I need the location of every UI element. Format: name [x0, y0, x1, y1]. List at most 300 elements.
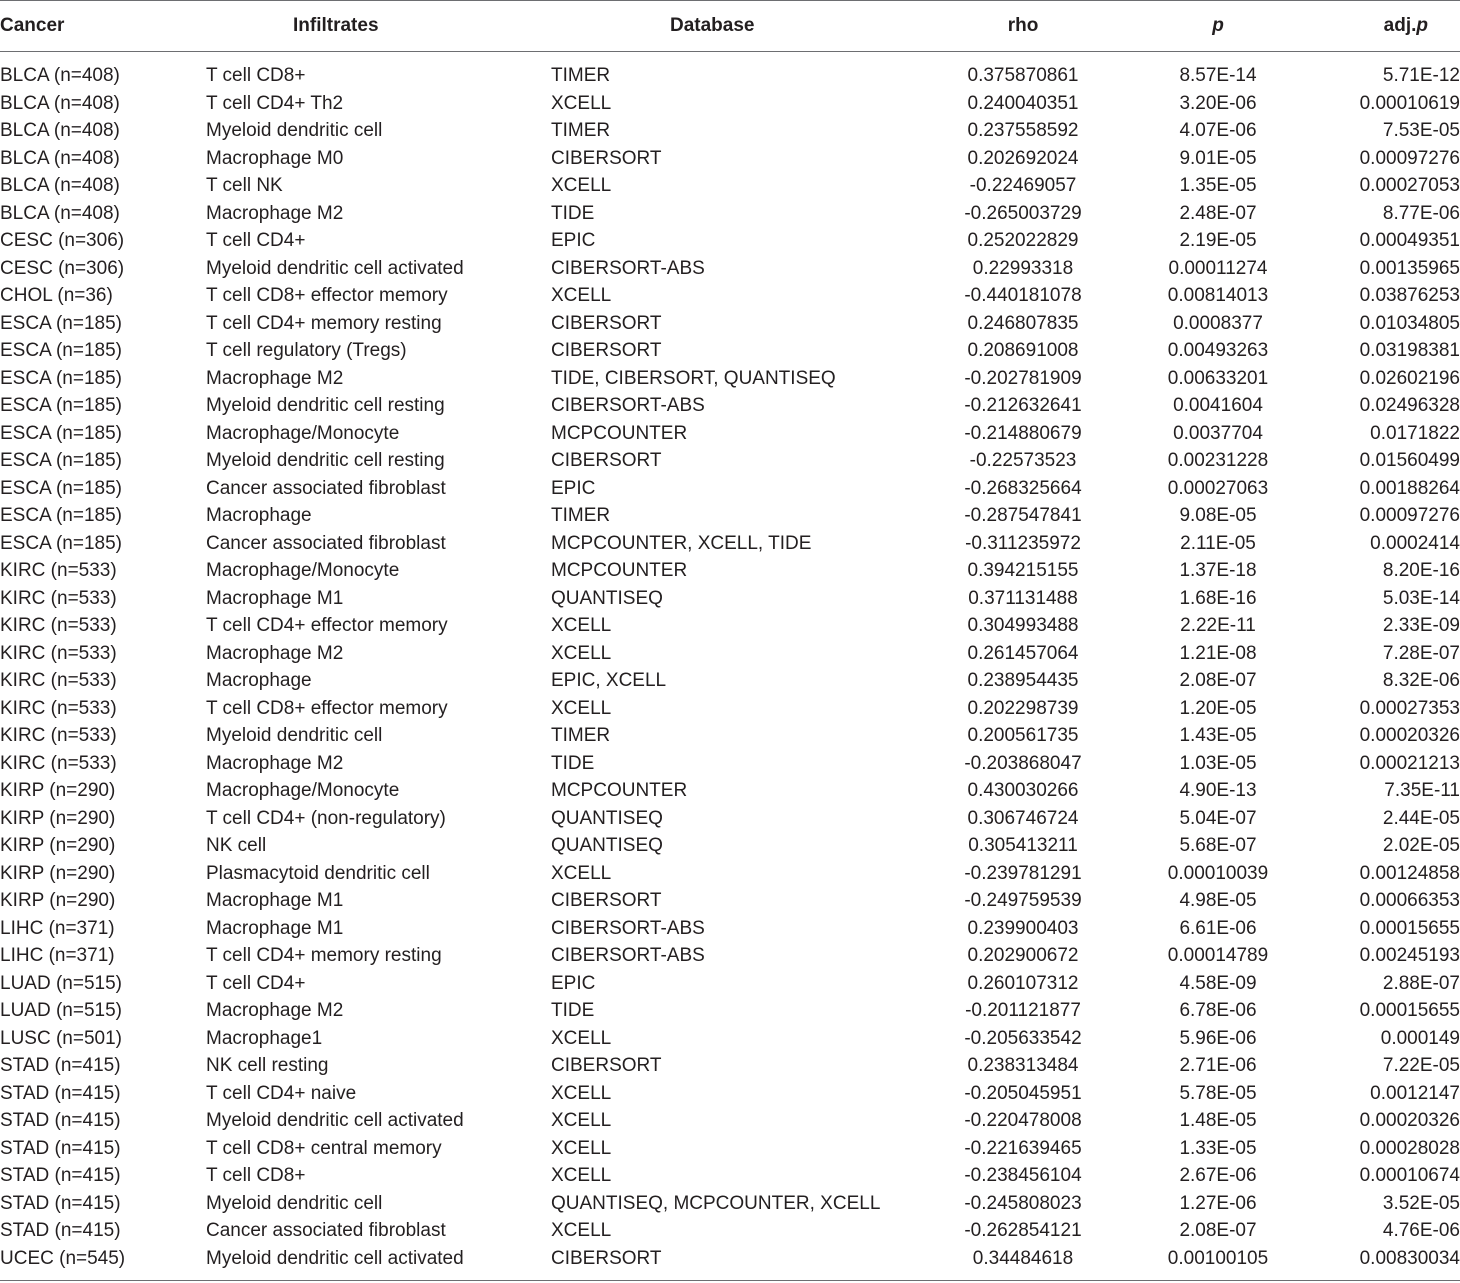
cell-infiltrates: Myeloid dendritic cell activated [206, 1247, 464, 1269]
cell-infiltrates: Cancer associated fibroblast [206, 532, 446, 554]
table-row [0, 420, 1460, 448]
cell-rho: 0.202692024 [967, 147, 1079, 169]
cell-cancer: BLCA (n=408) [0, 65, 120, 86]
cell-rho: 0.202900672 [967, 945, 1079, 966]
cell-p: 2.11E-05 [1180, 532, 1256, 554]
cell-database: MCPCOUNTER [551, 560, 688, 581]
cell-infiltrates: NK cell resting [206, 1055, 329, 1076]
table-row [0, 585, 1460, 613]
table-row [0, 1107, 1460, 1135]
cell-p: 5.78E-05 [1179, 1082, 1257, 1104]
cell-database: MCPCOUNTER [551, 422, 688, 444]
cell-cancer: BLCA (n=408) [0, 147, 120, 169]
table-row [0, 1245, 1460, 1273]
cell-infiltrates: Macrophage/Monocyte [206, 560, 400, 581]
table-row [0, 1025, 1460, 1053]
cell-database: CIBERSORT-ABS [551, 257, 705, 279]
cell-database: XCELL [551, 1027, 612, 1049]
cell-rho: -0.245808023 [964, 1192, 1082, 1214]
cell-adj-p: 0.000149 [1380, 1027, 1460, 1049]
cell-cancer: STAD (n=415) [0, 1110, 121, 1131]
cell-cancer: CESC (n=306) [0, 257, 125, 279]
header-cancer: Cancer [0, 15, 65, 36]
cell-infiltrates: Macrophage/Monocyte [206, 422, 400, 444]
cell-p: 1.20E-05 [1179, 697, 1257, 719]
cell-adj-p: 0.00015655 [1359, 1000, 1460, 1021]
cell-p: 0.00011274 [1168, 257, 1268, 279]
cell-database: TIMER [551, 725, 611, 746]
cell-adj-p: 0.00028028 [1359, 1137, 1460, 1159]
header-database: Database [670, 15, 755, 36]
cell-rho: 0.239900403 [967, 917, 1079, 939]
cell-p: 9.01E-05 [1179, 147, 1257, 169]
cell-database: EPIC [551, 972, 596, 994]
cell-p: 5.68E-07 [1179, 835, 1257, 856]
cell-cancer: ESCA (n=185) [0, 395, 122, 416]
cell-database: XCELL [551, 1165, 612, 1186]
cell-infiltrates: Macrophage M2 [206, 367, 344, 389]
cell-infiltrates: T cell CD8+ effector memory [206, 285, 448, 306]
cell-database: XCELL [551, 862, 612, 884]
cell-infiltrates: Cancer associated fibroblast [206, 1220, 446, 1241]
cell-adj-p: 0.01560499 [1359, 450, 1460, 471]
cell-rho: -0.220478008 [964, 1110, 1082, 1131]
cell-database: XCELL [551, 1082, 612, 1104]
cell-rho: 0.22993318 [972, 257, 1074, 279]
cell-database: XCELL [551, 1137, 612, 1159]
cell-adj-p: 2.33E-09 [1382, 615, 1460, 636]
cell-p: 3.20E-06 [1179, 92, 1257, 114]
cell-cancer: LIHC (n=371) [0, 917, 115, 939]
cell-adj-p: 5.03E-14 [1382, 587, 1460, 609]
cell-adj-p: 7.28E-07 [1382, 642, 1460, 664]
cell-p: 6.61E-06 [1179, 917, 1257, 939]
cell-adj-p: 8.77E-06 [1382, 202, 1460, 224]
cell-adj-p: 0.02496328 [1359, 395, 1460, 416]
cell-adj-p: 0.0171822 [1370, 422, 1460, 444]
cell-database: XCELL [551, 285, 612, 306]
cell-adj-p: 0.00049351 [1359, 230, 1460, 251]
cell-p: 5.96E-06 [1179, 1027, 1257, 1049]
cell-cancer: UCEC (n=545) [0, 1247, 126, 1269]
cell-rho: 0.237558592 [967, 120, 1079, 141]
cell-rho: 0.261457064 [967, 642, 1079, 664]
cell-adj-p: 0.00010674 [1359, 1165, 1460, 1186]
cell-database: XCELL [551, 642, 612, 664]
cell-rho: -0.311235972 [965, 532, 1081, 554]
cell-database: TIMER [551, 120, 611, 141]
table-row [0, 447, 1460, 475]
cell-infiltrates: Macrophage M2 [206, 1000, 344, 1021]
table-row [0, 530, 1460, 558]
cell-adj-p: 4.76E-06 [1382, 1220, 1460, 1241]
cell-cancer: STAD (n=415) [0, 1192, 121, 1214]
cell-database: XCELL [551, 1220, 612, 1241]
table-row [0, 200, 1460, 228]
cell-rho: 0.240040351 [967, 92, 1079, 114]
cell-p: 1.43E-05 [1179, 725, 1257, 746]
cell-p: 4.58E-09 [1179, 972, 1257, 994]
cell-infiltrates: Macrophage M0 [206, 147, 344, 169]
cell-adj-p: 0.00010619 [1359, 92, 1460, 114]
cell-rho: -0.202781909 [964, 367, 1082, 389]
cell-infiltrates: T cell CD4+ [206, 972, 306, 994]
header-infiltrates: Infiltrates [293, 15, 379, 36]
cell-p: 2.22E-11 [1180, 615, 1256, 636]
cell-infiltrates: Macrophage [206, 670, 312, 691]
cell-infiltrates: Macrophage [206, 505, 312, 526]
cell-database: TIDE, CIBERSORT, QUANTISEQ [551, 367, 836, 389]
table-row [0, 255, 1460, 283]
cell-p: 1.21E-08 [1179, 642, 1257, 664]
cell-p: 0.00010039 [1167, 862, 1269, 884]
cell-cancer: KIRP (n=290) [0, 835, 116, 856]
cell-infiltrates: T cell CD8+ [206, 1165, 306, 1186]
table-header-row [0, 12, 1460, 40]
table-row [0, 227, 1460, 255]
cell-cancer: KIRC (n=533) [0, 615, 117, 636]
cell-adj-p: 0.02602196 [1359, 367, 1460, 389]
cell-cancer: KIRC (n=533) [0, 642, 117, 664]
cell-rho: -0.221639465 [964, 1137, 1082, 1159]
cell-p: 1.68E-16 [1179, 587, 1257, 609]
cell-adj-p: 0.00021213 [1359, 752, 1460, 774]
cell-infiltrates: T cell NK [206, 175, 283, 196]
cell-adj-p: 0.00027053 [1359, 175, 1460, 196]
table-row [0, 1052, 1460, 1080]
cell-p: 6.78E-06 [1179, 1000, 1257, 1021]
cell-rho: 0.305413211 [968, 835, 1078, 856]
cell-adj-p: 0.00124858 [1359, 862, 1460, 884]
cell-cancer: KIRP (n=290) [0, 862, 116, 884]
cell-rho: -0.249759539 [964, 890, 1082, 911]
cell-p: 1.35E-05 [1179, 175, 1257, 196]
header-adj-p-letter: p [1416, 15, 1428, 36]
cell-database: CIBERSORT-ABS [551, 395, 705, 416]
cell-cancer: KIRC (n=533) [0, 560, 117, 581]
cell-cancer: STAD (n=415) [0, 1137, 121, 1159]
cell-p: 2.71E-06 [1179, 1055, 1257, 1076]
cell-database: XCELL [551, 697, 612, 719]
table-row [0, 1162, 1460, 1190]
cell-rho: -0.212632641 [964, 395, 1082, 416]
cell-infiltrates: Myeloid dendritic cell [206, 725, 383, 746]
cell-database: EPIC [551, 230, 596, 251]
cell-rho: 0.304993488 [967, 615, 1079, 636]
cell-adj-p: 0.03876253 [1359, 285, 1460, 306]
cell-cancer: ESCA (n=185) [0, 532, 122, 554]
cell-cancer: ESCA (n=185) [0, 367, 122, 389]
cell-adj-p: 0.00245193 [1359, 945, 1460, 966]
cell-database: XCELL [551, 175, 612, 196]
cell-database: CIBERSORT [551, 1247, 662, 1269]
cell-adj-p: 0.00097276 [1359, 505, 1460, 526]
cell-cancer: LUSC (n=501) [0, 1027, 122, 1049]
table-header-rule [0, 51, 1460, 52]
cell-adj-p: 0.00015655 [1359, 917, 1460, 939]
cell-database: CIBERSORT [551, 890, 662, 911]
cell-cancer: KIRC (n=533) [0, 670, 117, 691]
cell-database: CIBERSORT-ABS [551, 917, 705, 939]
cell-p: 1.27E-06 [1179, 1192, 1257, 1214]
cell-p: 0.0041604 [1173, 395, 1263, 416]
cell-infiltrates: T cell CD8+ [206, 65, 306, 86]
cell-cancer: LUAD (n=515) [0, 1000, 122, 1021]
cell-cancer: ESCA (n=185) [0, 340, 122, 361]
cell-p: 2.08E-07 [1179, 670, 1257, 691]
cell-database: CIBERSORT [551, 147, 662, 169]
cell-rho: -0.238456104 [964, 1165, 1082, 1186]
cell-infiltrates: Macrophage/Monocyte [206, 780, 400, 801]
cell-database: QUANTISEQ [551, 587, 663, 609]
cell-adj-p: 3.52E-05 [1382, 1192, 1460, 1214]
cell-rho: 0.371131488 [968, 587, 1078, 609]
cell-infiltrates: Macrophage M1 [206, 917, 344, 939]
cell-adj-p: 0.0012147 [1370, 1082, 1460, 1104]
cell-p: 2.67E-06 [1179, 1165, 1257, 1186]
cell-infiltrates: T cell CD4+ [206, 230, 306, 251]
cell-cancer: STAD (n=415) [0, 1082, 121, 1104]
cell-adj-p: 0.00027353 [1359, 697, 1460, 719]
cell-adj-p: 7.22E-05 [1382, 1055, 1460, 1076]
table-row [0, 172, 1460, 200]
cell-rho: -0.268325664 [964, 477, 1082, 499]
table-row [0, 915, 1460, 943]
cell-p: 0.00014789 [1167, 945, 1269, 966]
cell-rho: -0.239781291 [964, 862, 1082, 884]
table-row [0, 337, 1460, 365]
cell-cancer: BLCA (n=408) [0, 202, 120, 224]
cell-database: CIBERSORT [551, 312, 662, 334]
cell-rho: -0.201121877 [965, 1000, 1081, 1021]
cell-database: XCELL [551, 92, 612, 114]
cell-adj-p: 0.00097276 [1359, 147, 1460, 169]
cell-adj-p: 0.00135965 [1359, 257, 1460, 279]
cell-p: 0.00231228 [1167, 450, 1269, 471]
cell-infiltrates: Myeloid dendritic cell resting [206, 395, 445, 416]
cell-infiltrates: Plasmacytoid dendritic cell [206, 862, 430, 884]
cell-rho: -0.205633542 [964, 1027, 1082, 1049]
cell-cancer: KIRC (n=533) [0, 697, 117, 719]
cell-database: TIMER [551, 505, 611, 526]
cell-infiltrates: Macrophage1 [206, 1027, 323, 1049]
cell-rho: -0.214880679 [964, 422, 1082, 444]
cell-database: MCPCOUNTER [551, 780, 688, 801]
cell-database: EPIC, XCELL [551, 670, 667, 691]
cell-adj-p: 0.00188264 [1359, 477, 1460, 499]
cell-adj-p: 0.03198381 [1359, 340, 1460, 361]
cell-adj-p: 8.20E-16 [1382, 560, 1460, 581]
cell-p: 4.98E-05 [1179, 890, 1257, 911]
cell-p: 4.90E-13 [1179, 780, 1257, 801]
cell-cancer: STAD (n=415) [0, 1220, 121, 1241]
table-row [0, 970, 1460, 998]
cell-database: QUANTISEQ [551, 835, 663, 856]
cell-cancer: ESCA (n=185) [0, 450, 122, 471]
cell-database: CIBERSORT [551, 340, 662, 361]
header-p: p [1212, 15, 1224, 36]
cell-rho: -0.203868047 [964, 752, 1082, 774]
cell-cancer: BLCA (n=408) [0, 92, 120, 114]
table-row [0, 1217, 1460, 1245]
cell-rho: 0.238313484 [967, 1055, 1079, 1076]
cell-rho: 0.430030266 [967, 780, 1079, 801]
cell-infiltrates: Myeloid dendritic cell [206, 1192, 383, 1214]
cell-database: TIDE [551, 202, 595, 224]
cell-database: CIBERSORT [551, 1055, 662, 1076]
cell-infiltrates: Myeloid dendritic cell resting [206, 450, 445, 471]
cell-cancer: CHOL (n=36) [0, 285, 113, 306]
cell-adj-p: 0.00020326 [1359, 725, 1460, 746]
cell-adj-p: 8.32E-06 [1382, 670, 1460, 691]
cell-database: TIDE [551, 752, 595, 774]
cell-p: 9.08E-05 [1179, 505, 1257, 526]
table-row [0, 117, 1460, 145]
cell-adj-p: 0.01034805 [1359, 312, 1460, 334]
cell-cancer: STAD (n=415) [0, 1055, 121, 1076]
cell-infiltrates: T cell CD4+ memory resting [206, 945, 442, 966]
cell-p: 1.33E-05 [1179, 1137, 1257, 1159]
table-row [0, 1190, 1460, 1218]
cell-cancer: LUAD (n=515) [0, 972, 122, 994]
cell-infiltrates: Macrophage M2 [206, 202, 344, 224]
cell-database: CIBERSORT [551, 450, 662, 471]
table-bottom-rule [0, 1280, 1460, 1281]
table-row [0, 860, 1460, 888]
cell-rho: -0.265003729 [964, 202, 1082, 224]
cell-rho: 0.252022829 [967, 230, 1079, 251]
cell-adj-p: 7.35E-11 [1384, 780, 1460, 801]
table-row [0, 722, 1460, 750]
cell-adj-p: 2.88E-07 [1382, 972, 1460, 994]
cell-infiltrates: T cell CD8+ central memory [206, 1137, 442, 1159]
cell-infiltrates: T cell CD4+ (non-regulatory) [206, 807, 446, 829]
table-row [0, 667, 1460, 695]
cell-rho: 0.200561735 [967, 725, 1079, 746]
cell-rho: 0.260107312 [967, 972, 1079, 994]
table-row [0, 777, 1460, 805]
cell-adj-p: 0.00020326 [1359, 1110, 1460, 1131]
cell-adj-p: 2.44E-05 [1382, 807, 1460, 829]
cell-cancer: KIRC (n=533) [0, 587, 117, 609]
cell-p: 0.0008377 [1173, 312, 1263, 334]
cell-p: 0.0037704 [1173, 422, 1263, 444]
table-row [0, 997, 1460, 1025]
cell-rho: 0.306746724 [967, 807, 1079, 829]
cell-database: QUANTISEQ, MCPCOUNTER, XCELL [551, 1192, 881, 1214]
table-row [0, 832, 1460, 860]
cell-infiltrates: NK cell [206, 835, 267, 856]
cell-cancer: BLCA (n=408) [0, 120, 120, 141]
cell-rho: -0.287547841 [964, 505, 1082, 526]
table-row [0, 392, 1460, 420]
cell-cancer: ESCA (n=185) [0, 477, 122, 499]
cell-cancer: CESC (n=306) [0, 230, 125, 251]
cell-adj-p: 0.0002414 [1370, 532, 1460, 554]
cell-database: EPIC [551, 477, 596, 499]
cell-cancer: ESCA (n=185) [0, 505, 122, 526]
cell-p: 0.00493263 [1167, 340, 1269, 361]
cell-infiltrates: Macrophage M2 [206, 752, 344, 774]
cell-infiltrates: Myeloid dendritic cell activated [206, 1110, 464, 1131]
cell-infiltrates: Macrophage M1 [206, 587, 344, 609]
table-row [0, 557, 1460, 585]
cell-rho: 0.375870861 [967, 65, 1079, 86]
cell-cancer: ESCA (n=185) [0, 312, 122, 334]
table-row [0, 887, 1460, 915]
cell-database: MCPCOUNTER, XCELL, TIDE [551, 532, 812, 554]
cell-p: 2.19E-05 [1179, 230, 1257, 251]
cell-cancer: BLCA (n=408) [0, 175, 120, 196]
header-adj-prefix: adj. [1383, 15, 1417, 36]
cell-adj-p: 2.02E-05 [1382, 835, 1460, 856]
cell-adj-p: 7.53E-05 [1382, 120, 1460, 141]
cell-p: 2.08E-07 [1179, 1220, 1257, 1241]
cell-cancer: KIRP (n=290) [0, 890, 116, 911]
cell-rho: 0.246807835 [967, 312, 1079, 334]
cell-infiltrates: T cell CD4+ naive [206, 1082, 357, 1104]
table-row [0, 805, 1460, 833]
table-row [0, 90, 1460, 118]
cell-infiltrates: T cell CD4+ memory resting [206, 312, 442, 334]
cell-rho: 0.394215155 [967, 560, 1079, 581]
cell-database: TIDE [551, 1000, 595, 1021]
cell-cancer: KIRC (n=533) [0, 752, 117, 774]
cell-p: 1.03E-05 [1179, 752, 1257, 774]
table-row [0, 365, 1460, 393]
cell-infiltrates: Macrophage M1 [206, 890, 344, 911]
cell-rho: 0.238954435 [967, 670, 1079, 691]
table-row [0, 1080, 1460, 1108]
header-adj-p [1300, 12, 1428, 40]
header-rho: rho [1007, 15, 1039, 36]
cell-p: 0.00814013 [1167, 285, 1269, 306]
cell-rho: -0.440181078 [964, 285, 1082, 306]
cell-cancer: ESCA (n=185) [0, 422, 122, 444]
cell-p: 0.00027063 [1167, 477, 1269, 499]
table-top-rule [0, 0, 1460, 1]
cell-p: 0.00633201 [1167, 367, 1269, 389]
cell-rho: -0.22573523 [969, 450, 1077, 471]
table-row [0, 145, 1460, 173]
table-row [0, 62, 1460, 90]
cell-infiltrates: Macrophage M2 [206, 642, 344, 664]
cell-cancer: KIRP (n=290) [0, 807, 116, 829]
cell-p: 1.48E-05 [1179, 1110, 1257, 1131]
cell-rho: 0.34484618 [972, 1247, 1074, 1269]
cell-adj-p: 5.71E-12 [1382, 65, 1460, 86]
cell-adj-p: 0.00830034 [1359, 1247, 1460, 1269]
cell-p: 5.04E-07 [1179, 807, 1257, 829]
cell-infiltrates: T cell regulatory (Tregs) [206, 340, 407, 361]
cell-rho: -0.262854121 [964, 1220, 1082, 1241]
cell-p: 0.00100105 [1167, 1247, 1269, 1269]
cell-cancer: KIRC (n=533) [0, 725, 117, 746]
cell-p: 4.07E-06 [1179, 120, 1257, 141]
cell-database: XCELL [551, 615, 612, 636]
table-row [0, 695, 1460, 723]
cell-adj-p: 0.00066353 [1359, 890, 1460, 911]
table-row [0, 1135, 1460, 1163]
cell-p: 8.57E-14 [1179, 65, 1257, 86]
cell-cancer: LIHC (n=371) [0, 945, 115, 966]
cell-infiltrates: Myeloid dendritic cell activated [206, 257, 464, 279]
cell-cancer: KIRP (n=290) [0, 780, 116, 801]
cell-database: XCELL [551, 1110, 612, 1131]
cell-database: QUANTISEQ [551, 807, 663, 829]
table-row [0, 942, 1460, 970]
cell-database: TIMER [551, 65, 611, 86]
